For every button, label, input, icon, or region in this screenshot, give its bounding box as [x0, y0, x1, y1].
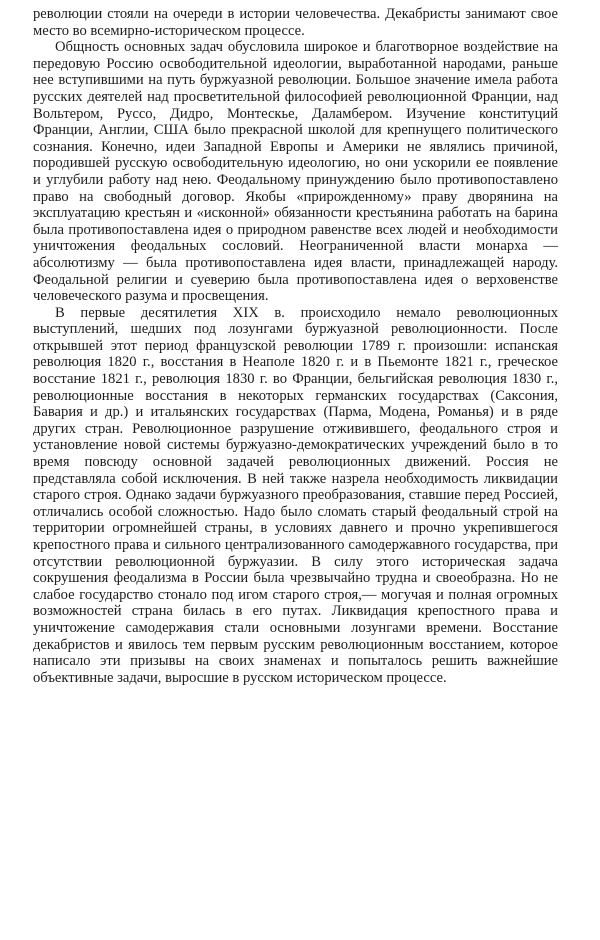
document-page	[33, 6, 558, 686]
paragraph-1: революции стояли на очереди в истории человечества. Декабристы занимают свое место во всемирно-историческом процессе.	[33, 6, 558, 39]
paragraph-3: В первые десятилетия XIX в. происходило немало революционных выступлений, шедших под лозунгами буржуазной революционности. После открывшей этот период французской революции 1789 г. произошли: испанская революция 1820 г., восстания в Неаполе 1820 г. и в Пьемонте 1821 г., греческое восстание 1821 г., революция 1830 г. во Франции, бельгийская революция 1830 г., революционные восстания в некоторых германских государствах (Саксония, Бавария и др.) и итальянских государствах (Парма, Модена, Романья) и в ряде других стран. Революционное разрушение отживившего, феодального строя и установление новой системы буржуазно-демократических учреждений было в то время повсюду основной задачей революционных движений. Россия не представляла собой исключения. В ней также назрела необходимость ликвидации старого строя. Однако задачи буржуазного преобразования, ставшие перед Россией, отличались особой сложностью. Надо было сломать старый феодальный строй на территории огромнейшей страны, в условиях давнего и прочно укрепившегося крепостного права и сильного централизованного самодержавного государства, при отсутствии революционной буржуазии. В силу этого историческая задача сокрушения феодализма в России была чрезвычайно трудна и своеобразна. Но не слабое государство стонало под игом старого строя,— могучая и полная огромных возможностей страна билась в его путах. Ликвидация крепостного права и уничтожение самодержавия стали основными лозунгами времени. Восстание декабристов и явилось тем первым русским революционным восстанием, которое написало эти призывы на своих знаменах и попыталось решить важнейшие объективные задачи, выросшие в русском историческом процессе.	[33, 304, 558, 686]
paragraph-2: Общность основных задач обусловила широкое и благотворное воздействие на передовую Россию освободительной идеологии, выработанной народами, раньше нее вступившими на путь буржуазной революции. Большое значение имела работа русских деятелей над просветительной философией революционной Франции, над Вольтером, Руссо, Дидро, Монтескье, Даламбером. Изучение конституций Франции, Англии, США было прекрасной школой для крепнущего политического сознания. Конечно, идеи Западной Европы и Америки не являлись причиной, породившей русскую освободительную идеологию, но они ускорили ее появление и углубили работу над нею. Феодальному принуждению было противопоставлено право на свободный договор. Якобы «прирожденному» праву дворянина на эксплуатацию крестьян и «исконной» обязанности крестьянина работать на барина была противопоставлена идея о природном равенстве всех людей и необходимости уничтожения феодальных сословий. Неограниченной власти монарха — абсолютизму — была противопоставлена идея власти, принадлежащей народу. Феодальной религии и суеверию была противопоставлена идея о верховенстве человеческого разума и просвещения.	[33, 39, 558, 305]
